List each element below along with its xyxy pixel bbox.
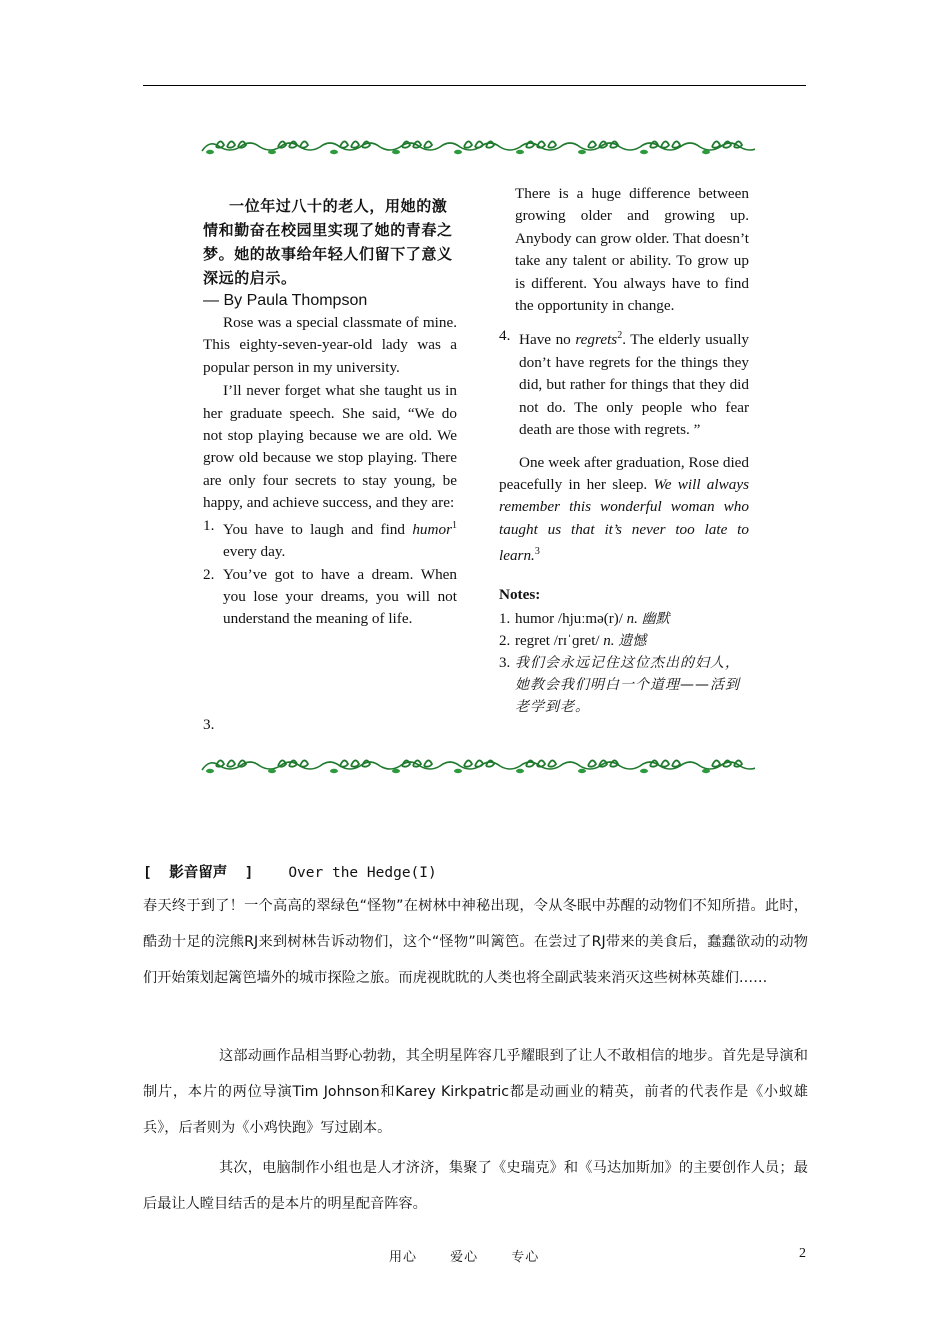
vine-leaf [330, 150, 338, 154]
note-1: 1. humor /hjuːmə(r)/ n. 幽默 [499, 611, 670, 628]
body-paragraph-2: 这部动画作品相当野心勃勃，其全明星阵容几乎耀眼到了让人不敢相信的地步。首先是导演和制片，本片的两位导演Tim Johnson和Karey Kirkpatric都是动画业的精英，前者的代表作是《小蚁雄兵》，后者则为《小鸡快跑》写过剧本。 [143, 1048, 808, 1136]
article-paragraph-2: I’ll never forget what she taught us in her graduate speech. She said, “We do not stop playing because we are old. We grow old because we stop playing. There are only four secrets to stay young, be happy, and achieve success, and they are: [203, 382, 457, 512]
vine-curl [548, 141, 556, 147]
vine-leaf [268, 150, 276, 154]
secret-item-3: There is a huge difference between growing older and growing up. Anybody can grow older. That doesn’t take any talent or ability. To grow up is different. You always have to find the opportunity in change. [515, 185, 749, 315]
vine-curl [300, 760, 308, 766]
vine-curl [734, 141, 742, 147]
vine-curl [537, 760, 545, 766]
vine-curl [300, 141, 308, 147]
vine-curl [402, 141, 410, 147]
vine-border-bottom [200, 750, 755, 776]
vine-curl [588, 760, 596, 766]
vine-curl [475, 141, 483, 147]
vine-curl [464, 141, 472, 147]
article-lead-chinese: 一位年过八十的老人，用她的激情和勤奋在校园里实现了她的青春之梦。她的故事给年轻人们留下了意义深远的启示。 [203, 197, 453, 287]
vine-leaf [578, 150, 586, 154]
vine-curl [712, 141, 720, 147]
section-heading: [ 影音留声 ] Over the Hedge(I) [143, 865, 437, 881]
vine-leaf [454, 769, 462, 773]
note-3: 3. 我们会永远记住这位杰出的妇人，她教会我们明白一个道理——活到老学到老。 [499, 655, 740, 716]
vine-leaf [268, 769, 276, 773]
secrets-list-left [203, 515, 457, 631]
vine-curl [216, 760, 224, 766]
vine-curl [351, 760, 359, 766]
vine-curl [278, 760, 286, 766]
article-paragraph-3: One week after graduation, Rose died peacefully in her sleep. We will always remember this wonderful woman who taught us that it’s never too late to learn.$^3$ [499, 453, 749, 565]
vine-curl [661, 141, 669, 147]
vine-curl [464, 760, 472, 766]
vine-curl [216, 141, 224, 147]
vine-curl [526, 141, 534, 147]
page-number: 2 [799, 1246, 806, 1261]
vine-curl [661, 760, 669, 766]
note-2: 2. regret /rɪˈɡret/ n. 遗憾 [499, 633, 647, 650]
vine-leaf [640, 769, 648, 773]
article-right-column [499, 183, 749, 718]
secrets-list-right [499, 183, 749, 442]
article-paragraph-1: Rose was a special classmate of mine. This eighty-seven-year-old lady was a popular person in my university. [203, 314, 457, 376]
header-rule [143, 85, 806, 86]
vine-leaf [702, 150, 710, 154]
vine-curl [526, 760, 534, 766]
vine-leaf [454, 150, 462, 154]
vine-curl [362, 760, 370, 766]
footer-motto: 用心 爱心 专心 [389, 1250, 540, 1265]
vine-curl [537, 141, 545, 147]
vine-leaf [516, 769, 524, 773]
vine-curl [486, 141, 494, 147]
secret-item-1: 1. You have to laugh and find humor$^1$ every day. [203, 516, 457, 561]
vine-curl [672, 760, 680, 766]
vine-leaf [392, 150, 400, 154]
article-byline: — By Paula Thompson [203, 292, 368, 309]
vine-leaf [392, 769, 400, 773]
vine-curl [672, 141, 680, 147]
article-left-column [203, 194, 457, 631]
notes-title: Notes: [499, 585, 541, 603]
vine-leaf [640, 150, 648, 154]
vine-leaf [578, 769, 586, 773]
body-paragraph-3: 其次，电脑制作小组也是人才济济，集聚了《史瑞克》和《马达加斯加》的主要创作人员；最后最让人瞠目结舌的是本片的明星配音阵容。 [143, 1160, 808, 1212]
vine-curl [424, 141, 432, 147]
vine-curl [486, 760, 494, 766]
vine-curl [238, 141, 246, 147]
vine-leaf [516, 150, 524, 154]
vine-curl [278, 141, 286, 147]
vine-curl [475, 760, 483, 766]
vine-curl [362, 141, 370, 147]
secret-item-2: 2. You’ve got to have a dream. When you lose your dreams, you will not understand the meaning of life. [203, 565, 457, 628]
vine-curl [712, 760, 720, 766]
section-tag: 影音留声 [169, 865, 228, 881]
vine-curl [723, 760, 731, 766]
section-title: Over the Hedge(I) [288, 865, 437, 881]
vine-curl [402, 760, 410, 766]
vine-leaf [330, 769, 338, 773]
vine-curl [238, 760, 246, 766]
vine-curl [588, 141, 596, 147]
body-paragraph-1: 春天终于到了！一个高高的翠绿色“怪物”在树林中神秘出现，令从冬眠中苏醒的动物们不知所措。此时，酷劲十足的浣熊RJ来到树林告诉动物们，这个“怪物”叫篱笆。在尝过了RJ带来的美食后，蠢蠢欲动的动物们开始策划起篱笆墙外的城市探险之旅。而虎视眈眈的人类也将全副武装来消灭这些树林英雄们…… [143, 898, 808, 986]
vine-leaf [702, 769, 710, 773]
vine-curl [723, 141, 731, 147]
vine-curl [340, 760, 348, 766]
vine-curl [340, 141, 348, 147]
vine-leaf [206, 150, 214, 154]
vine-curl [734, 760, 742, 766]
vine-curl [351, 141, 359, 147]
vine-curl [548, 760, 556, 766]
vine-leaf [206, 769, 214, 773]
vine-border-top [200, 131, 755, 157]
vine-curl [424, 760, 432, 766]
secret-item-4: 4. Have no regrets$^2$. The elderly usually don’t have regrets for the things they did, but rather for things that they did not do. The only people who fear death are those with regrets. ” [499, 327, 750, 439]
vine-curl [227, 760, 235, 766]
vine-curl [227, 141, 235, 147]
